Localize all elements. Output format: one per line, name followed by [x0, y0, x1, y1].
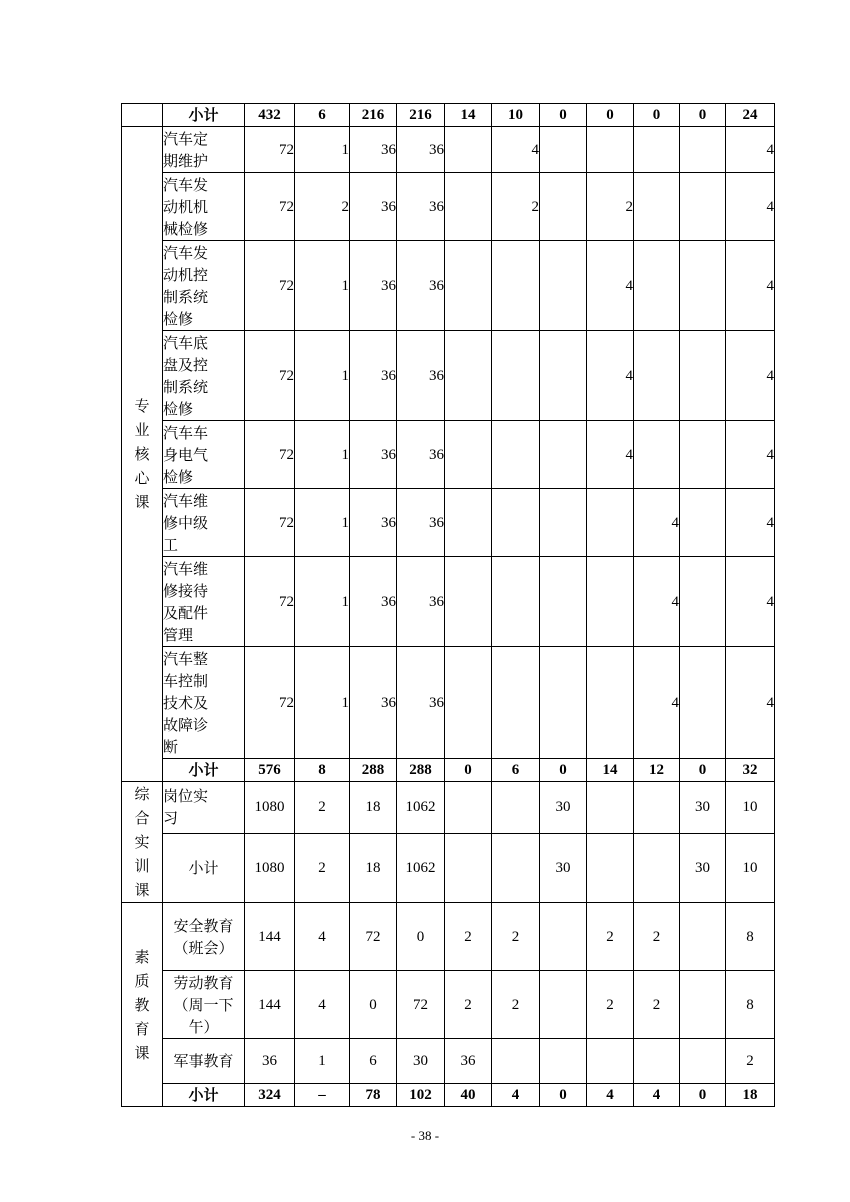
cell	[445, 557, 492, 647]
cell	[540, 647, 587, 759]
cell: 72	[245, 557, 295, 647]
cell	[587, 557, 634, 647]
cell: 1	[295, 489, 350, 557]
cell: 0	[587, 104, 634, 127]
course-name: 汽车底盘及控制系统检修	[163, 331, 245, 421]
course-name: 汽车定期维护	[163, 127, 245, 173]
cell: 0	[540, 759, 587, 782]
cell: 1	[295, 557, 350, 647]
cell: 36	[397, 241, 445, 331]
cell: 30	[680, 833, 726, 902]
cell	[445, 127, 492, 173]
cell: 4	[726, 331, 775, 421]
cell	[634, 1039, 680, 1084]
cell: 216	[350, 104, 397, 127]
cell	[680, 421, 726, 489]
cell: 2	[295, 173, 350, 241]
cell: 288	[397, 759, 445, 782]
cell: 2	[295, 833, 350, 902]
course-name: 汽车整车控制技术及故障诊断	[163, 647, 245, 759]
cell: 8	[726, 903, 775, 971]
cell	[445, 782, 492, 834]
cell: 36	[350, 331, 397, 421]
cell: 18	[726, 1084, 775, 1107]
cell: 1	[295, 241, 350, 331]
cell: 36	[445, 1039, 492, 1084]
subtotal-row	[122, 759, 775, 782]
cell: 72	[245, 331, 295, 421]
cell: 4	[634, 1084, 680, 1107]
cell	[634, 421, 680, 489]
cell	[492, 331, 540, 421]
cell	[540, 421, 587, 489]
cell	[680, 647, 726, 759]
course-name: 汽车维修中级工	[163, 489, 245, 557]
cell	[634, 127, 680, 173]
cell: 36	[397, 489, 445, 557]
cell: 6	[350, 1039, 397, 1084]
table-row	[122, 971, 775, 1039]
cell: 72	[245, 127, 295, 173]
cell: 4	[492, 1084, 540, 1107]
cell: 4	[587, 241, 634, 331]
cell	[445, 647, 492, 759]
cell: 0	[680, 1084, 726, 1107]
cell: 40	[445, 1084, 492, 1107]
cell: 10	[726, 782, 775, 834]
cell	[492, 1039, 540, 1084]
cell: 1	[295, 647, 350, 759]
cell: 72	[397, 971, 445, 1039]
cell: 36	[350, 241, 397, 331]
cell: 4	[587, 421, 634, 489]
table-row	[122, 241, 775, 331]
cell: 36	[350, 173, 397, 241]
cell: 12	[634, 759, 680, 782]
cell: 0	[397, 903, 445, 971]
cell	[634, 782, 680, 834]
cell	[587, 782, 634, 834]
cell: 2	[587, 173, 634, 241]
subtotal-label: 小计	[163, 104, 245, 127]
cell	[634, 833, 680, 902]
subtotal-label: 小计	[163, 759, 245, 782]
category-quality: 素质教育课	[122, 903, 163, 1107]
cell	[540, 127, 587, 173]
cell: 18	[350, 833, 397, 902]
course-name: 劳动教育（周一下午）	[163, 971, 245, 1039]
cell: 4	[587, 331, 634, 421]
cell: 14	[587, 759, 634, 782]
subtotal-label: 小计	[163, 1084, 245, 1107]
cell: 1080	[245, 782, 295, 834]
cell: 144	[245, 971, 295, 1039]
cell: 4	[634, 647, 680, 759]
cell	[680, 971, 726, 1039]
cell: 4	[295, 903, 350, 971]
cell: 36	[397, 127, 445, 173]
table-row	[122, 1039, 775, 1084]
table-row	[122, 127, 775, 173]
cell: 32	[726, 759, 775, 782]
course-name: 小计	[163, 833, 245, 902]
cell: 2	[634, 971, 680, 1039]
cell: 36	[397, 421, 445, 489]
cell: 4	[726, 421, 775, 489]
cell: 36	[397, 331, 445, 421]
cell: 14	[445, 104, 492, 127]
cell: 4	[726, 647, 775, 759]
cell: 78	[350, 1084, 397, 1107]
cell: 1062	[397, 782, 445, 834]
cell	[680, 173, 726, 241]
course-name: 安全教育（班会）	[163, 903, 245, 971]
cell	[445, 331, 492, 421]
cell	[492, 241, 540, 331]
cell	[680, 127, 726, 173]
course-name: 军事教育	[163, 1039, 245, 1084]
cell: 4	[295, 971, 350, 1039]
cell	[634, 331, 680, 421]
table-row	[122, 903, 775, 971]
cell: 8	[295, 759, 350, 782]
cell: 4	[726, 127, 775, 173]
cell: 36	[397, 647, 445, 759]
cell	[492, 421, 540, 489]
cell: 72	[245, 489, 295, 557]
table-row	[122, 557, 775, 647]
cell: 36	[397, 557, 445, 647]
cell: 10	[492, 104, 540, 127]
table-body	[122, 104, 775, 1107]
cell: 72	[245, 173, 295, 241]
cell	[540, 1039, 587, 1084]
cell	[445, 489, 492, 557]
cell: 0	[680, 104, 726, 127]
cell: 576	[245, 759, 295, 782]
subtotal-row	[122, 1084, 775, 1107]
cell: 36	[350, 127, 397, 173]
cell: 324	[245, 1084, 295, 1107]
course-name: 汽车维修接待及配件管理	[163, 557, 245, 647]
cell: 0	[445, 759, 492, 782]
category-core: 专业核心课	[122, 127, 163, 782]
cell: 36	[350, 421, 397, 489]
cell	[680, 1039, 726, 1084]
cell	[540, 557, 587, 647]
cell: 288	[350, 759, 397, 782]
table-row	[122, 782, 775, 834]
cell: 72	[245, 647, 295, 759]
cell: 1080	[245, 833, 295, 902]
cell: 4	[634, 557, 680, 647]
cell: 24	[726, 104, 775, 127]
cell	[680, 331, 726, 421]
cell	[680, 903, 726, 971]
cell: 72	[245, 421, 295, 489]
cell	[634, 241, 680, 331]
cell	[540, 903, 587, 971]
table-row	[122, 331, 775, 421]
cell	[587, 127, 634, 173]
course-name: 汽车发动机机械检修	[163, 173, 245, 241]
cell: 36	[397, 173, 445, 241]
cell: 0	[634, 104, 680, 127]
cell: 0	[680, 759, 726, 782]
cell: 4	[726, 241, 775, 331]
cell: 2	[492, 903, 540, 971]
table-row	[122, 421, 775, 489]
cell: 2	[445, 971, 492, 1039]
cell: 72	[245, 241, 295, 331]
cell	[492, 489, 540, 557]
category-practice: 综合实训课	[122, 782, 163, 903]
cell: 0	[350, 971, 397, 1039]
cell: 10	[726, 833, 775, 902]
cell	[492, 647, 540, 759]
cell	[634, 173, 680, 241]
cell: 72	[350, 903, 397, 971]
cell	[540, 971, 587, 1039]
cell: 2	[634, 903, 680, 971]
cell: 2	[492, 173, 540, 241]
cell	[540, 173, 587, 241]
cell: 2	[295, 782, 350, 834]
cell: 8	[726, 971, 775, 1039]
cell: 30	[397, 1039, 445, 1084]
cell	[445, 833, 492, 902]
cell: 2	[726, 1039, 775, 1084]
cell: 30	[680, 782, 726, 834]
cell	[540, 241, 587, 331]
cell: 30	[540, 833, 587, 902]
cell: 4	[634, 489, 680, 557]
course-name: 汽车车身电气检修	[163, 421, 245, 489]
cell: 216	[397, 104, 445, 127]
cell: 1	[295, 331, 350, 421]
cell: 6	[492, 759, 540, 782]
cell: 36	[350, 489, 397, 557]
cell: 30	[540, 782, 587, 834]
table-row	[122, 173, 775, 241]
cell	[445, 173, 492, 241]
cell	[445, 421, 492, 489]
cell: 4	[726, 557, 775, 647]
cell: 18	[350, 782, 397, 834]
cell	[492, 833, 540, 902]
table-row	[122, 489, 775, 557]
page-number: - 38 -	[410, 1128, 440, 1143]
empty-cell	[122, 104, 163, 127]
cell: 36	[245, 1039, 295, 1084]
cell	[680, 557, 726, 647]
cell	[540, 489, 587, 557]
cell	[587, 1039, 634, 1084]
cell: 0	[540, 1084, 587, 1107]
cell: 2	[492, 971, 540, 1039]
course-name: 汽车发动机控制系统检修	[163, 241, 245, 331]
cell: 102	[397, 1084, 445, 1107]
cell: 144	[245, 903, 295, 971]
cell: 4	[587, 1084, 634, 1107]
cell	[587, 647, 634, 759]
cell: 4	[726, 173, 775, 241]
cell: 36	[350, 557, 397, 647]
table-row	[122, 647, 775, 759]
cell	[587, 489, 634, 557]
cell	[540, 331, 587, 421]
cell: 1	[295, 421, 350, 489]
cell	[445, 241, 492, 331]
cell: 1	[295, 127, 350, 173]
cell: 2	[587, 971, 634, 1039]
cell: 6	[295, 104, 350, 127]
cell: 4	[492, 127, 540, 173]
cell	[492, 557, 540, 647]
cell: 36	[350, 647, 397, 759]
table-row	[122, 833, 775, 902]
cell	[680, 241, 726, 331]
cell: 4	[726, 489, 775, 557]
cell: 432	[245, 104, 295, 127]
cell: 2	[445, 903, 492, 971]
course-name: 岗位实习	[163, 782, 245, 834]
cell	[587, 833, 634, 902]
course-plan-table	[121, 103, 775, 1107]
cell: –	[295, 1084, 350, 1107]
cell: 0	[540, 104, 587, 127]
cell	[492, 782, 540, 834]
cell: 1062	[397, 833, 445, 902]
cell: 1	[295, 1039, 350, 1084]
cell: 2	[587, 903, 634, 971]
subtotal-row	[122, 104, 775, 127]
cell	[680, 489, 726, 557]
